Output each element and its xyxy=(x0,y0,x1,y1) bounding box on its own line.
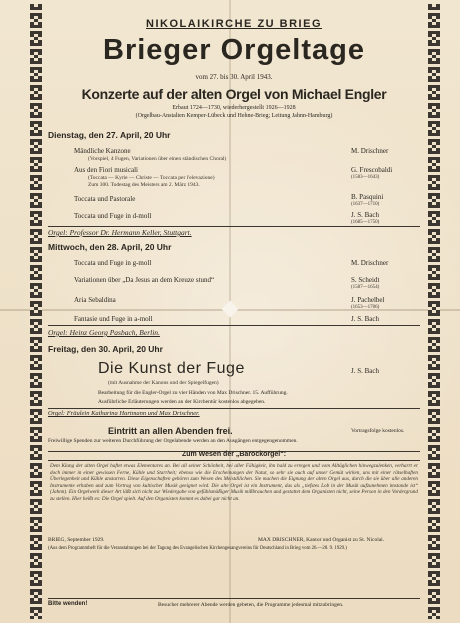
organist: Orgel: Fräulein Katharina Hartmann und Max Drischner. xyxy=(48,410,200,417)
church-name: NIKOLAIKIRCHE ZU BRIEG xyxy=(146,18,322,30)
paper-tear xyxy=(222,301,239,318)
essay-text: Dem Klang der alten Orgel haftet etwas Elementares an. Bei all seiner Schönheit, bei aller Fähigkeit, ihn bald zu erregen und vom Alltäglichen hinwegzulenken, verharrt er doch immer in einer gewissen Ferne, Kühle und Starrheit; ebenso wie die Erscheinungen der Natur, so sehr sie auch auf unser Gemüt wirken, uns mit einer rätselhaften Überlegenheit und Kühle anstarren. Diese Eigenschaften gehören zum Wesen des Meistdilichen. Sie machen die Eignung der alten Orgel aus, durch die sie über alle anderen Instrumente erhaben und zum Vortrag von kultischer Musik geeignet wird. Die alte Orgel ist ein Instrument, das als „tiefstes Lob in der Musik aufzunehmen imstande ist“ (Jahnn). Ein Orgelwerk dieser Art läßt sich nicht zur Wiedergabe von gefühlsmäßiger Musik mißbrauchen und gestattet dem Organisten nicht, seine Person in den Vordergrund zu stellen. Hier heißt es: Die Orgel spielt. Auf den Organisten kommt es dabei gar nicht an. xyxy=(50,463,418,502)
organ-history: Erbaut 1724—1730, wiederhergestellt 1926—1928 xyxy=(172,105,296,111)
signature-place: BRIEG, September 1929. xyxy=(48,537,105,543)
signature-author: MAX DRISCHNER, Kantor und Organist zu St. Nicolai. xyxy=(258,537,385,543)
piece-note: (Toccata — Kyrie — Christe — Toccata per l'elevazione) xyxy=(88,175,215,181)
decorative-border-right xyxy=(428,4,440,619)
piece-note: (Vorspiel, 4 Fugen, Variationen über einen ständischen Choral) xyxy=(88,156,227,162)
program-piece: Mändliche Kanzone xyxy=(74,147,131,155)
piece-note: Zum 300. Todestag des Meisters am 2. März 1943. xyxy=(88,182,200,188)
divider xyxy=(48,408,420,409)
program-piece: Toccata und Fuge in d-moll xyxy=(74,212,152,220)
donation-note: Freiwillige Spenden zur weiteren Durchführung der Orgelabende werden an den Ausgängen entgegengenommen. xyxy=(48,438,298,444)
organ-builders: (Orgelbau-Anstalten Kemper-Lübeck und Hehne-Brieg; Leitung Jahnn-Hamburg) xyxy=(135,113,333,119)
composer: J. S. Bach xyxy=(351,211,379,219)
concert-day-heading: Freitag, den 30. April, 20 Uhr xyxy=(48,344,163,354)
composer: J. S. Bach xyxy=(351,315,379,323)
footer-request: Bitte wenden! xyxy=(48,601,88,607)
composer-dates: (1685—1750) xyxy=(351,220,380,225)
divider xyxy=(48,598,420,599)
subtitle: Konzerte auf der alten Orgel von Michael Engler xyxy=(81,86,387,102)
concert-day-heading: Mittwoch, den 28. April, 20 Uhr xyxy=(48,242,172,252)
program-piece: Aus den Fiori musicali xyxy=(74,166,138,174)
divider xyxy=(48,325,420,326)
footer-note: Besucher mehrerer Abende werden gebeten, die Programme jedesmal mitzubringen. xyxy=(158,602,344,608)
composer: J. Pachelbel xyxy=(351,296,385,304)
organist: Orgel: Heinz Georg Pasbach, Berlin. xyxy=(48,328,160,337)
composer-dates: (1653—1706) xyxy=(351,305,380,310)
composer: M. Drischner xyxy=(351,147,389,155)
program-piece: Die Kunst der Fuge xyxy=(98,360,245,377)
program-piece: Toccata und Pastorale xyxy=(74,195,136,203)
footnote: (Aus dem Programmheft für die Veranstaltungen bei der Tagung des Evangelischen Kirchengesangvereins für Deutschland in Brieg vom 26.—28. 9. 1929.) xyxy=(48,546,347,551)
piece-note: (mit Ausnahme der Kanons und der Spiegelfugen) xyxy=(108,380,219,386)
admission-note: Vortragsfolge kostenlos. xyxy=(351,428,405,434)
program-piece: Aria Sebaldina xyxy=(74,296,116,304)
concert-day-heading: Dienstag, den 27. April, 20 Uhr xyxy=(48,130,171,140)
composer: G. Frescobaldi xyxy=(351,166,393,174)
composer: S. Scheidt xyxy=(351,276,380,284)
decorative-border-left xyxy=(30,4,42,619)
composer-dates: (1583—1643) xyxy=(351,175,380,180)
program-piece: Variationen über „Da Jesus an dem Kreuze stund“ xyxy=(74,276,215,284)
program-piece: Toccata und Fuge in g-moll xyxy=(74,259,152,267)
composer-dates: (1637—1710) xyxy=(351,202,380,207)
composer-dates: (1587—1654) xyxy=(351,285,380,290)
piece-note: Ausführliche Erläuterungen werden an der Kirchentür kostenlos abgegeben. xyxy=(98,399,266,405)
essay-heading: Zum Wesen der „Barockorgel“: xyxy=(181,451,287,458)
divider xyxy=(48,226,420,227)
composer: J. S. Bach xyxy=(351,367,379,375)
date-range: vom 27. bis 30. April 1943. xyxy=(195,73,273,81)
composer: B. Pasquini xyxy=(351,193,384,201)
page-title: Brieger Orgeltage xyxy=(103,34,365,66)
program-piece: Fantasie und Fuge in a-moll xyxy=(74,315,153,323)
organist: Orgel: Professor Dr. Hermann Keller, Stuttgart. xyxy=(48,228,192,237)
piece-note: Bearbeitung für die Engler-Orgel zu vier Händen von Max Drischner. 15. Aufführung. xyxy=(98,390,288,396)
composer: M. Drischner xyxy=(351,259,389,267)
admission-heading: Eintritt an allen Abenden frei. xyxy=(108,426,233,436)
